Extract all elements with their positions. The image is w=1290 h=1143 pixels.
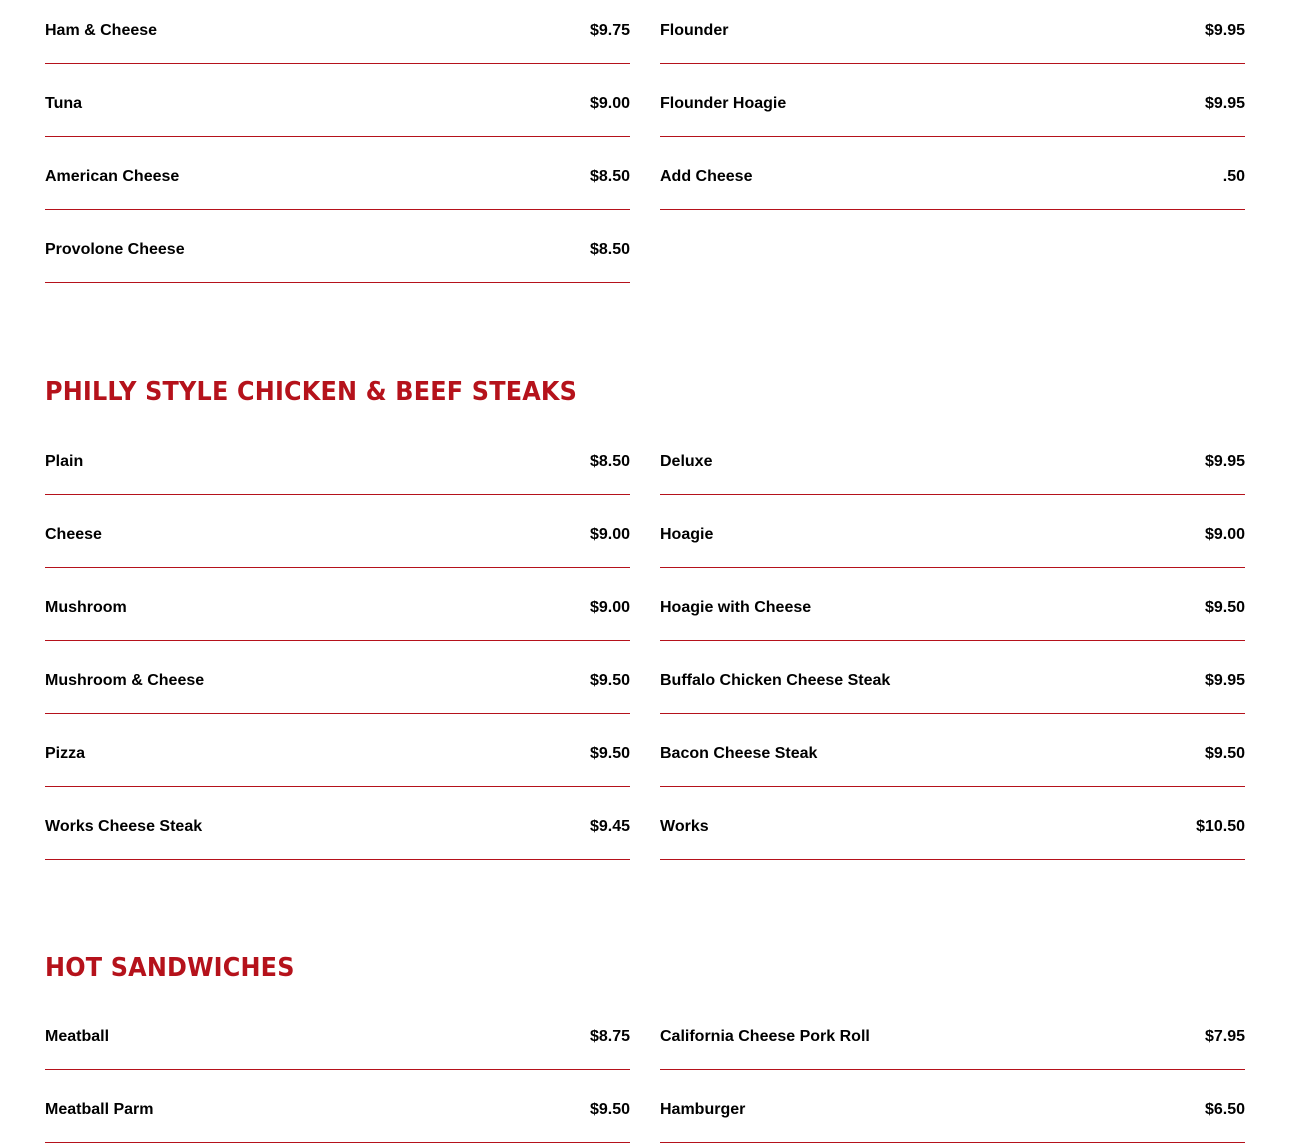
menu-column-right <box>660 997 1245 1143</box>
menu-item <box>45 787 630 860</box>
menu-item <box>45 997 630 1070</box>
item-price: $10.50 <box>1196 818 1245 835</box>
item-name: Add Cheese <box>660 168 753 185</box>
menu-item <box>660 787 1245 860</box>
menu-column-left <box>45 422 630 860</box>
item-price: $8.50 <box>589 453 630 470</box>
section-title-hot-sandwiches: HOT SANDWICHES <box>45 953 295 983</box>
item-name: Flounder Hoagie <box>660 95 787 112</box>
item-price: $9.00 <box>1204 526 1245 543</box>
item-price: $9.75 <box>589 22 630 39</box>
item-price: $9.50 <box>1204 599 1245 616</box>
menu-item <box>45 1070 630 1143</box>
menu-item <box>45 714 630 787</box>
item-name: California Cheese Pork Roll <box>660 1028 870 1045</box>
menu-item <box>45 568 630 641</box>
item-price: $8.50 <box>589 168 630 185</box>
menu-item <box>660 568 1245 641</box>
item-price: $9.50 <box>1204 745 1245 762</box>
menu-item <box>45 64 630 137</box>
menu-item <box>660 64 1245 137</box>
menu-item <box>660 422 1245 495</box>
menu-item <box>45 0 630 64</box>
section-title-philly-steaks: PHILLY STYLE CHICKEN & BEEF STEAKS <box>45 377 578 407</box>
menu-column-right <box>660 0 1245 210</box>
item-price: $9.95 <box>1204 22 1245 39</box>
item-price: $9.50 <box>589 672 630 689</box>
menu-item <box>45 137 630 210</box>
item-price: $7.95 <box>1204 1028 1245 1045</box>
item-name: Meatball <box>45 1028 110 1045</box>
menu-item <box>45 641 630 714</box>
item-name: Mushroom & Cheese <box>45 672 205 689</box>
item-price: $8.75 <box>589 1028 630 1045</box>
item-price: $9.45 <box>589 818 630 835</box>
item-name: American Cheese <box>45 168 180 185</box>
item-name: Meatball Parm <box>45 1101 154 1118</box>
item-name: Bacon Cheese Steak <box>660 745 818 762</box>
menu-item <box>660 641 1245 714</box>
item-price: $9.95 <box>1204 672 1245 689</box>
menu-item <box>660 0 1245 64</box>
menu-item <box>660 1070 1245 1143</box>
item-name: Provolone Cheese <box>45 241 185 258</box>
item-name: Cheese <box>45 526 102 543</box>
item-name: Mushroom <box>45 599 127 616</box>
item-name: Works <box>660 818 709 835</box>
item-price: .50 <box>1222 168 1245 185</box>
item-name: Hoagie with Cheese <box>660 599 812 616</box>
item-name: Pizza <box>45 745 86 762</box>
menu-column-left <box>45 997 630 1143</box>
item-name: Ham & Cheese <box>45 22 158 39</box>
item-price: $9.00 <box>589 95 630 112</box>
item-name: Hoagie <box>660 526 714 543</box>
menu-column-left <box>45 0 630 283</box>
item-name: Plain <box>45 453 84 470</box>
item-name: Flounder <box>660 22 729 39</box>
menu-column-right <box>660 422 1245 860</box>
item-price: $9.95 <box>1204 453 1245 470</box>
item-price: $9.50 <box>589 1101 630 1118</box>
menu-item <box>660 997 1245 1070</box>
menu-item <box>660 714 1245 787</box>
menu-item <box>660 137 1245 210</box>
item-price: $6.50 <box>1204 1101 1245 1118</box>
menu-item <box>45 495 630 568</box>
item-price: $9.00 <box>589 526 630 543</box>
item-name: Tuna <box>45 95 83 112</box>
item-name: Hamburger <box>660 1101 746 1118</box>
menu-item <box>45 210 630 283</box>
item-name: Buffalo Chicken Cheese Steak <box>660 672 891 689</box>
item-price: $8.50 <box>589 241 630 258</box>
item-price: $9.50 <box>589 745 630 762</box>
item-price: $9.95 <box>1204 95 1245 112</box>
item-name: Works Cheese Steak <box>45 818 203 835</box>
item-name: Deluxe <box>660 453 713 470</box>
item-price: $9.00 <box>589 599 630 616</box>
menu-item <box>660 495 1245 568</box>
menu-item <box>45 422 630 495</box>
